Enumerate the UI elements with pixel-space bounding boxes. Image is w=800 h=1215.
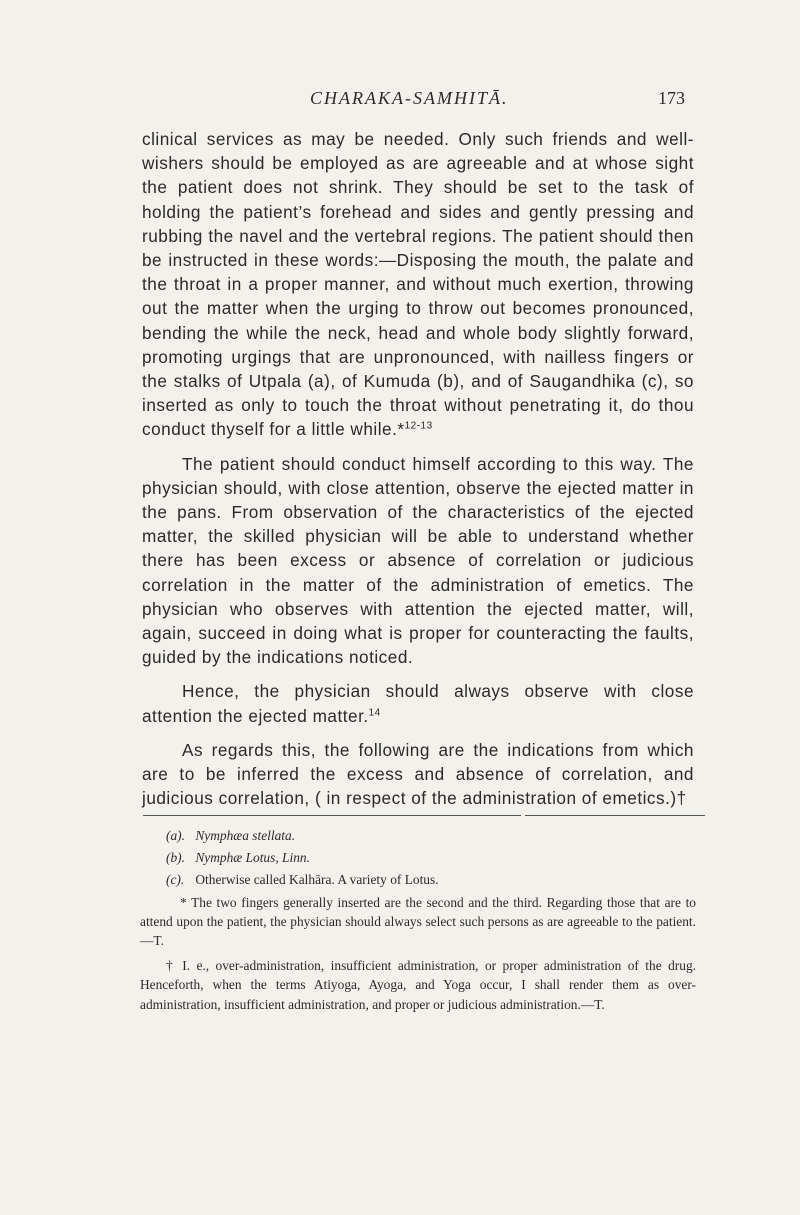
- note-c: [166, 870, 696, 889]
- note-b-label: (b).: [166, 850, 185, 866]
- verse-number-12-13: 12-13: [404, 420, 433, 432]
- note-c-text: Otherwise called Kalhāra. A variety of Lotus.: [195, 872, 439, 888]
- note-a: [166, 826, 696, 845]
- footnote-divider-left: [143, 815, 521, 816]
- body-text: [142, 127, 694, 810]
- footnote-asterisk: * The two fingers generally inserted are the second and the third. Regarding those that are to attend upon the patient, the physician should always select such persons as are agreeable to the patient.—T.: [140, 894, 696, 949]
- page-number: 173: [658, 88, 685, 108]
- paragraph-3: [142, 679, 694, 727]
- note-b: [166, 848, 696, 867]
- footnote-dagger: † I. e., over-administration, insufficient administration, or proper administration of the drug. Henceforth, when the terms Atiyoga, Ayoga, and Yoga occur, I shall render them as over-administration, insufficient administration, and proper or judicious administration.—T.: [140, 958, 696, 1012]
- paragraph-1-text: clinical services as may be needed. Only such friends and well-wishers should be employed as are agreeable and at whose sight the patient does not shrink. They should be set to the task of holding the patient’s forehead and sides and gently pressing and rubbing the navel and the vertebral regions. The patient should then be instructed in these words:—Disposing the mouth, the palate and the throat in a proper manner, and without much exertion, throwing out the matter when the urging to throw out becomes pronounced, bending the while the neck, head and whole body slightly forward, promoting urgings that are unpronounced, with nailless fingers or the stalks of Utpala (a), of Kumuda (b), and of Saugandhika (c), so inserted as only to touch the throat without penetrating it, do thou conduct thyself for a little while.*: [142, 129, 694, 440]
- paragraph-3-text: Hence, the physician should always observe with close attention the ejected matter.: [142, 681, 694, 726]
- page-header: [0, 88, 800, 118]
- paragraph-4: As regards this, the following are the indications from which are to be inferred the excess and absence of correlation, and judicious correlation, ( in respect of the administration of emetics.)†: [142, 739, 694, 809]
- footnote-divider-right: [525, 815, 705, 816]
- verse-number-14: 14: [368, 706, 381, 718]
- paragraph-2: The patient should conduct himself according to this way. The physician should, with close attention, observe the ejected matter in the pans. From observation of the characteristics of the ejected matter, the skilled physician will be able to understand whether there has been excess or absence of correlation or judicious correlation in the matter of the administration of emetics. The physician who observes with attention the ejected matter, will, again, succeed in doing what is proper for counteracting the faults, guided by the indications noticed.: [142, 453, 694, 668]
- running-title: CHARAKA-SAMHITĀ.: [310, 88, 509, 108]
- footnotes: [140, 826, 696, 1017]
- note-a-label: (a).: [166, 828, 185, 843]
- note-b-text: Nymphæ Lotus, Linn.: [195, 850, 310, 866]
- note-c-label: (c).: [166, 872, 185, 888]
- paragraph-1: [142, 127, 694, 442]
- note-a-text: Nymphæa stellata.: [195, 828, 296, 843]
